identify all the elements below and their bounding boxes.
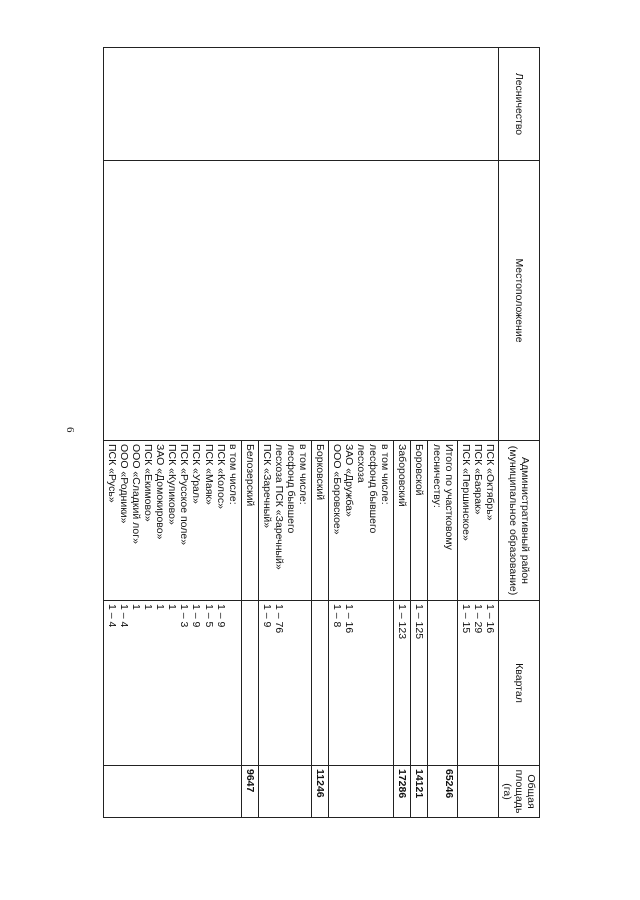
cell-ploshad: [329, 766, 394, 818]
adm-line: ПСК «Русское поле»: [178, 444, 191, 546]
table-header-row: [498, 48, 539, 818]
cell-kvartal: [411, 601, 428, 766]
header-lesnichestvo: Лесничество: [498, 48, 539, 161]
cell-ploshad: 11246: [312, 766, 329, 818]
kvartal-line: 1 – 29: [471, 604, 484, 634]
adm-line: в том числе:: [226, 444, 239, 505]
kvartal-line: 1 – 76: [272, 604, 285, 634]
adm-line: ПСК «Октябрь»: [483, 444, 496, 521]
adm-line: ПСК «Маяк»: [202, 444, 215, 505]
cell-ploshad: 65246: [428, 766, 457, 818]
header-kvartal: Квартал: [498, 601, 539, 766]
adm-line: в том числе:: [297, 444, 309, 505]
cell-adm-rayon: [428, 441, 457, 601]
adm-line: лесхоза: [355, 444, 368, 483]
kvartal-line: 1: [142, 604, 155, 610]
adm-line: Боровской: [413, 444, 426, 496]
adm-line: ПСК «Колос»: [214, 444, 227, 509]
adm-line: ПСК «Урал»: [190, 444, 203, 504]
kvartal-line: [297, 604, 309, 762]
adm-line: ПСК «Екимово»: [142, 444, 155, 522]
cell-ploshad: 9647: [241, 766, 258, 818]
adm-line: Белозерский: [243, 444, 256, 507]
cell-adm-rayon: [457, 441, 498, 601]
kvartal-line: [285, 604, 297, 762]
kvartal-line: [227, 604, 239, 762]
cell-kvartal: [394, 601, 411, 766]
kvartal-line: 1 – 15: [459, 604, 472, 634]
rotated-table-container: [0, 47, 540, 817]
cell-ploshad: [457, 766, 498, 818]
kvartal-line: 1 – 9: [190, 604, 203, 628]
kvartal-line: [379, 604, 391, 762]
kvartal-line: 1 – 16: [483, 604, 496, 634]
kvartal-line: 1 – 16: [343, 604, 356, 634]
header-adm-rayon: Административный район (муниципальное образование): [498, 441, 539, 601]
adm-line: ПСК «Заречный»: [260, 444, 273, 529]
cell-ploshad: [258, 766, 311, 818]
header-ploshad: Общая площадь (га): [498, 766, 539, 818]
cell-adm-rayon: [258, 441, 311, 601]
cell-adm-rayon: [241, 441, 258, 601]
cell-kvartal: [258, 601, 311, 766]
adm-line: лесничеству:: [430, 444, 443, 508]
adm-line: ПСК «Першинское»: [459, 444, 472, 541]
adm-line: Итого по участковому: [442, 444, 455, 550]
kvartal-line: 1: [154, 604, 167, 610]
adm-line: ООО «Сладкий лог»: [130, 444, 143, 544]
cell-kvartal: [457, 601, 498, 766]
cell-kvartal: [329, 601, 394, 766]
adm-line: ЗАО «Домокирово»: [154, 444, 167, 540]
kvartal-line: 1: [130, 604, 143, 610]
kvartal-line: 1: [166, 604, 179, 610]
table-row: [457, 48, 498, 818]
cell-kvartal: [241, 601, 258, 766]
forestry-table: [103, 47, 540, 818]
kvartal-line: [367, 604, 379, 762]
cell-lesnichestvo: [104, 48, 499, 161]
cell-adm-rayon: [329, 441, 394, 601]
adm-line: лесфонд бывшего: [284, 444, 297, 534]
adm-line: лесхоза ПСК «Заречный»: [272, 444, 285, 570]
cell-ploshad: 17286: [394, 766, 411, 818]
kvartal-line: 1 – 4: [118, 604, 131, 628]
page-number: 6: [64, 427, 76, 433]
adm-line: Борковский: [314, 444, 327, 501]
cell-adm-rayon: [394, 441, 411, 601]
kvartal-line: 1 – 3: [178, 604, 191, 628]
adm-line: ПСК «Баярак»: [471, 444, 484, 515]
kvartal-line: [355, 604, 367, 762]
cell-adm-rayon: [104, 441, 242, 601]
kvartal-line: 1 – 9: [260, 604, 273, 628]
kvartal-line: 1 – 4: [106, 604, 119, 628]
adm-line: ПСК «Куликово»: [166, 444, 179, 525]
cell-kvartal: [428, 601, 457, 766]
adm-line: лесфонд бывшего: [367, 444, 380, 534]
adm-line: ЗАО «Дружба»: [343, 444, 356, 517]
cell-adm-rayon: [411, 441, 428, 601]
adm-line: ООО «Родники»: [118, 444, 131, 524]
cell-kvartal: [312, 601, 329, 766]
kvartal-line: 1 – 125: [413, 604, 426, 640]
cell-kvartal: [104, 601, 242, 766]
adm-line: ООО «Боровское»: [331, 444, 344, 535]
cell-mestopolozhenie: [104, 161, 499, 441]
cell-ploshad: [104, 766, 242, 818]
adm-line: в том числе:: [379, 444, 392, 505]
adm-line: Заборовский: [396, 444, 409, 507]
kvartal-line: 1 – 123: [396, 604, 409, 640]
kvartal-line: 1 – 8: [331, 604, 344, 628]
kvartal-line: 1 – 5: [202, 604, 215, 628]
header-mestopolozhenie: Местоположение: [498, 161, 539, 441]
cell-adm-rayon: [312, 441, 329, 601]
cell-ploshad: 14121: [411, 766, 428, 818]
kvartal-line: 1 – 9: [214, 604, 227, 628]
adm-line: ПСК «Русь»: [106, 444, 119, 503]
